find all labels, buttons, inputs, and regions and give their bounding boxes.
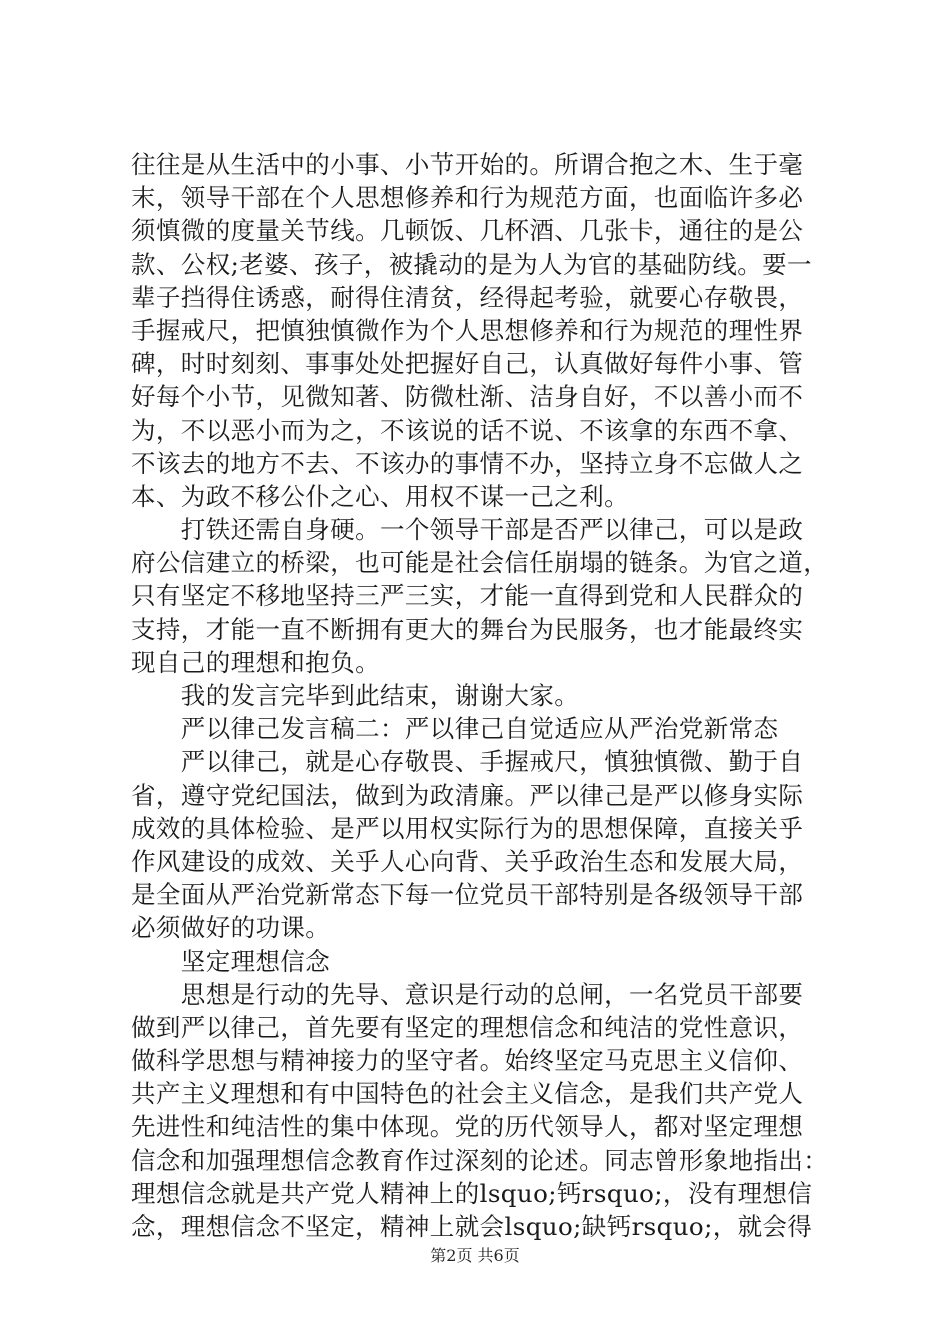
- text-line: 思想是行动的先导、意识是行动的总闸，一名党员干部要: [131, 979, 804, 1009]
- text-line: 府公信建立的桥梁，也可能是社会信任崩塌的链条。为官之道，: [131, 548, 829, 578]
- text-line: 做科学思想与精神接力的坚守者。始终坚定马克思主义信仰、: [131, 1046, 804, 1076]
- page-number-footer: 第2页 共6页: [430, 1246, 520, 1265]
- text-line: 末，领导干部在个人思想修养和行为规范方面，也面临许多必: [131, 183, 804, 213]
- section-heading: 坚定理想信念: [131, 946, 331, 976]
- text-line: 是全面从严治党新常态下每一位党员干部特别是各级领导干部: [131, 880, 804, 910]
- text-line: 打铁还需自身硬。一个领导干部是否严以律己，可以是政: [131, 515, 804, 545]
- text-line: 往往是从生活中的小事、小节开始的。所谓合抱之木、生于毫: [131, 150, 804, 179]
- text-line: 信念和加强理想信念教育作过深刻的论述。同志曾形象地指出：: [131, 1145, 829, 1175]
- text-line: 好每个小节，见微知著、防微杜渐、洁身自好，不以善小而不: [131, 382, 804, 412]
- text-line: 共产主义理想和有中国特色的社会主义信念，是我们共产党人: [131, 1079, 804, 1109]
- text-line: 现自己的理想和抱负。: [131, 647, 380, 677]
- text-line: 省，遵守党纪国法，做到为政清廉。严以律己是严以修身实际: [131, 780, 804, 810]
- text-line: 本、为政不移公仆之心、用权不谋一己之利。: [131, 481, 629, 511]
- text-line: 手握戒尺，把慎独慎微作为个人思想修养和行为规范的理性界: [131, 315, 804, 345]
- text-line: 款、公权;老婆、孩子，被撬动的是为人为官的基础防线。要一: [131, 249, 812, 279]
- text-line: 必须做好的功课。: [131, 913, 331, 943]
- text-line: 先进性和纯洁性的集中体现。党的历代领导人，都对坚定理想: [131, 1112, 804, 1142]
- text-line: 碑，时时刻刻、事事处处把握好自己，认真做好每件小事、管: [131, 349, 804, 379]
- text-line: 我的发言完毕到此结束，谢谢大家。: [131, 681, 580, 710]
- text-line: 作风建设的成效、关乎人心向背、关乎政治生态和发展大局，: [131, 846, 804, 876]
- text-line: 为，不以恶小而为之，不该说的话不说、不该拿的东西不拿、: [131, 415, 804, 445]
- text-line: 做到严以律己，首先要有坚定的理想信念和纯洁的党性意识，: [131, 1012, 804, 1042]
- text-line: 理想信念就是共产党人精神上的lsquo;钙rsquo;，没有理想信: [131, 1178, 813, 1208]
- text-line: 成效的具体检验、是严以用权实际行为的思想保障，直接关乎: [131, 813, 804, 843]
- text-line: 念，理想信念不坚定，精神上就会lsquo;缺钙rsquo;，就会得: [131, 1212, 813, 1241]
- section-title: 严以律己发言稿二：严以律己自觉适应从严治党新常态: [131, 714, 779, 744]
- text-line: 支持，才能一直不断拥有更大的舞台为民服务，也才能最终实: [131, 614, 804, 644]
- text-line: 不该去的地方不去、不该办的事情不办，坚持立身不忘做人之: [131, 448, 804, 478]
- text-line: 严以律己，就是心存敬畏、手握戒尺，慎独慎微、勤于自: [131, 747, 804, 777]
- text-line: 须慎微的度量关节线。几顿饭、几杯酒、几张卡，通往的是公: [131, 216, 804, 246]
- text-line: 辈子挡得住诱惑，耐得住清贫，经得起考验，就要心存敬畏，: [131, 282, 804, 312]
- document-body: [131, 148, 831, 1243]
- text-line: 只有坚定不移地坚持三严三实，才能一直得到党和人民群众的: [131, 581, 804, 611]
